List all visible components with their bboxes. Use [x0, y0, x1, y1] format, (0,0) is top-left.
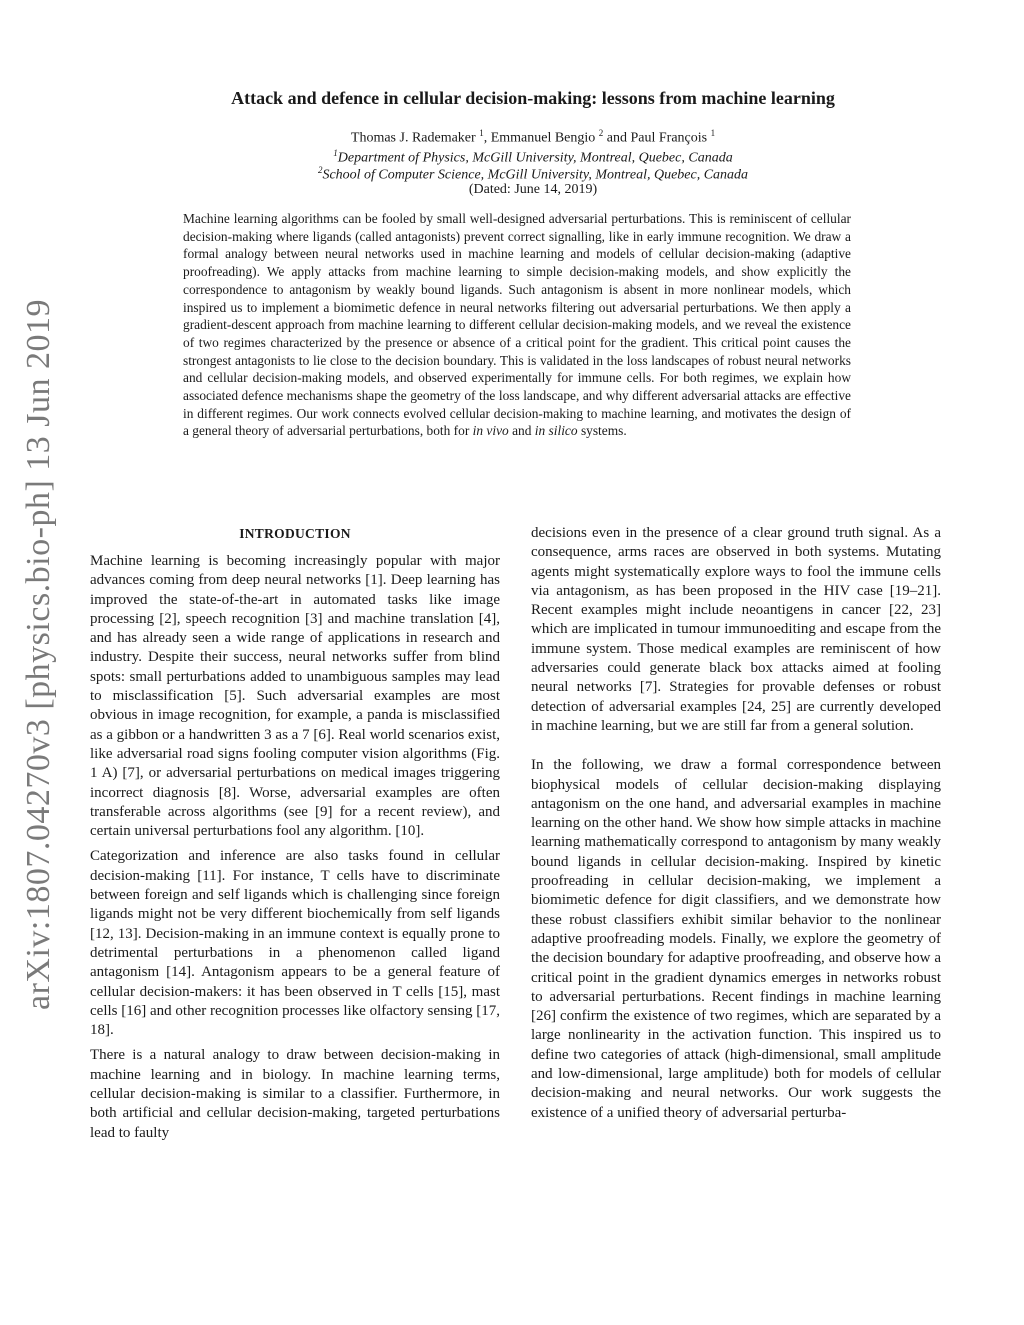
paragraph: There is a natural analogy to draw between decision-making in machine learning and in biology. In machine learning terms, cellular decision-making is similar to a classifier. Furthermore, in both artificial and cellular decision-making, targeted perturbations lead to faulty [90, 1047, 500, 1141]
affiliation-mark: 2 [317, 165, 323, 175]
author-name: Paul François [630, 130, 708, 146]
abstract-text: Machine learning algorithms can be fooled by small well-designed adversarial perturbations. This is reminiscent of cellular decision-making where ligands (called antagonists) prevent correct signalling, like in early immune recognition. We draw a formal analogy between neural networks used in machine learning and models of cellular decision-making (adaptive proofreading). We apply attacks from machine learning to simple decision-making models, and show explicitly the correspondence to antagonism by weakly bound ligands. Such antagonism is absent in more nonlinear models, which inspired us to implement a biomimetic defence in neural networks filtering out adversarial perturbations. We then apply a gradient-descent approach from machine learning to different cellular decision-making models, and we reveal the existence of two regimes characterized by the presence or absence of a critical point for the gradient. This critical point causes the strongest antagonists to lie close to the decision boundary. This is validated in the loss landscapes of robust neural networks and cellular decision-making models, and observed experimentally for immune cells. For both regimes, we explain how associated defence mechanisms shape the geometry of the loss landscape, and why different adversarial attacks are effective in different regimes. Our work connects evolved cellular decision-making to machine learning, and motivates the design of a general theory of adversarial perturbations, both for [183, 211, 851, 439]
paragraph: In the following, we draw a formal correspondence between biophysical models of cellular decision-making displaying antagonism on the one hand, and adversarial examples in machine learning on the other hand. We show how simple attacks in machine learning mathematically correspond to antagonism by many weakly bound ligands in cellular decision-making. Inspired by kinetic proofreading in cellular decision-making, we implement a biomimetic defence for digit classifiers, and we demonstrate how these robust classifiers exhibit similar behavior to the nonlinear adaptive proofreading models. Finally, we explore the geometry of the decision boundary for adaptive proofreading, and observe how a critical point in the gradient dynamics emerges in networks robust to adversarial perturbations. Recent findings in machine learning [26] confirm the existence of two regimes, which are separated by a large nonlinearity in the activation function. This inspired us to define two categories of attack (high-dimensional, small amplitude and low-dimensional, large amplitude) both for models of cellular decision-making and neural networks. Our work suggests the existence of a unified theory of adversarial perturba- [531, 757, 941, 1121]
affiliation-text: School of Computer Science, McGill University, Montreal, Quebec, Canada [322, 167, 749, 183]
abstract-emphasis: in vivo [472, 423, 509, 439]
abstract-text: and [512, 423, 532, 439]
abstract-text: systems. [580, 423, 627, 439]
arxiv-identifier: arXiv:1807.04270v3 [physics.bio-ph] 13 Jun 2019 [20, 298, 57, 1010]
paragraph: decisions even in the presence of a clear ground truth signal. As a consequence, arms races are observed in both systems. Mutating agents might systematically explore ways to fool the immune cells via antagonism, as has been proposed in the HIV case [19–21]. Recent examples might include neoantigens in cancer [22, 23] which are implicated in tumour immunoediting and escape from the immune system. Those medical examples are reminiscent of how adversaries could generate black box attacks aimed at fooling neural networks [7]. Strategies for provable defenses or robust detection of adversarial examples [24, 25] are currently developed in machine learning, but we are still far from a general solution. [531, 525, 941, 734]
right-column [531, 524, 941, 1123]
affiliation-mark: 1 [333, 148, 338, 158]
author-name: Thomas J. Rademaker [350, 130, 476, 146]
author-affil-mark: 1 [479, 128, 484, 138]
date-line: (Dated: June 14, 2019) [468, 182, 598, 197]
author-name: Emmanuel Bengio [490, 130, 596, 146]
affiliation [180, 148, 886, 167]
author-conjunction: and [606, 130, 627, 146]
affiliation [180, 165, 886, 184]
section-heading: INTRODUCTION [239, 526, 351, 541]
author-affil-mark: 2 [598, 128, 604, 138]
paper-title: Attack and defence in cellular decision-making: lessons from machine learning [231, 88, 835, 108]
affiliation-text: Department of Physics, McGill University, Montreal, Quebec, Canada [337, 150, 733, 166]
paragraph: Machine learning is becoming increasingly popular with major advances coming from deep neural networks [1]. Deep learning has improved the state-of-the-art in automated tasks like image processing [2], speech recognition [3] and machine translation [4], and has already seen a wide range of applications in research and industry. Despite their success, neural networks suffer from blind spots: small perturbations added to unambiguous samples may lead to misclassification [5]. Such adversarial examples are most obvious in image recognition, for example, a panda is misclassified as a gibbon or a handwritten 3 as a 7 [6]. Real world scenarios exist, like adversarial road signs fooling computer vision algorithms (Fig. 1 A) [7], or adversarial perturbations on medical images triggering incorrect diagnosis [8]. Worse, adversarial examples are often transferable across algorithms (see [9] for a recent review), and certain universal perturbations fool any algorithm. [10]. [90, 553, 500, 840]
author-affil-mark: 1 [710, 128, 716, 138]
author-list: Thomas J. Rademaker $^1$, Emmanuel Bengio $^2$ and Paul François $^1$ [350, 128, 716, 146]
left-column [90, 524, 500, 1143]
abstract [183, 210, 851, 440]
abstract-emphasis: in silico [534, 423, 578, 439]
paragraph: Categorization and inference are also tasks found in cellular decision-making [11]. For instance, T cells have to discriminate between foreign and self ligands which is challenging since foreign ligands might not be very different biochemically from self ligands [12, 13]. Decision-making in an immune context is equally prone to detrimental perturbations in a phenomenon called ligand antagonism [14]. Antagonism appears to be a general feature of cellular decision-makers: it has been observed in T cells [15], mast cells [16] and other recognition processes like olfactory sensing [17, 18]. [90, 848, 500, 1039]
